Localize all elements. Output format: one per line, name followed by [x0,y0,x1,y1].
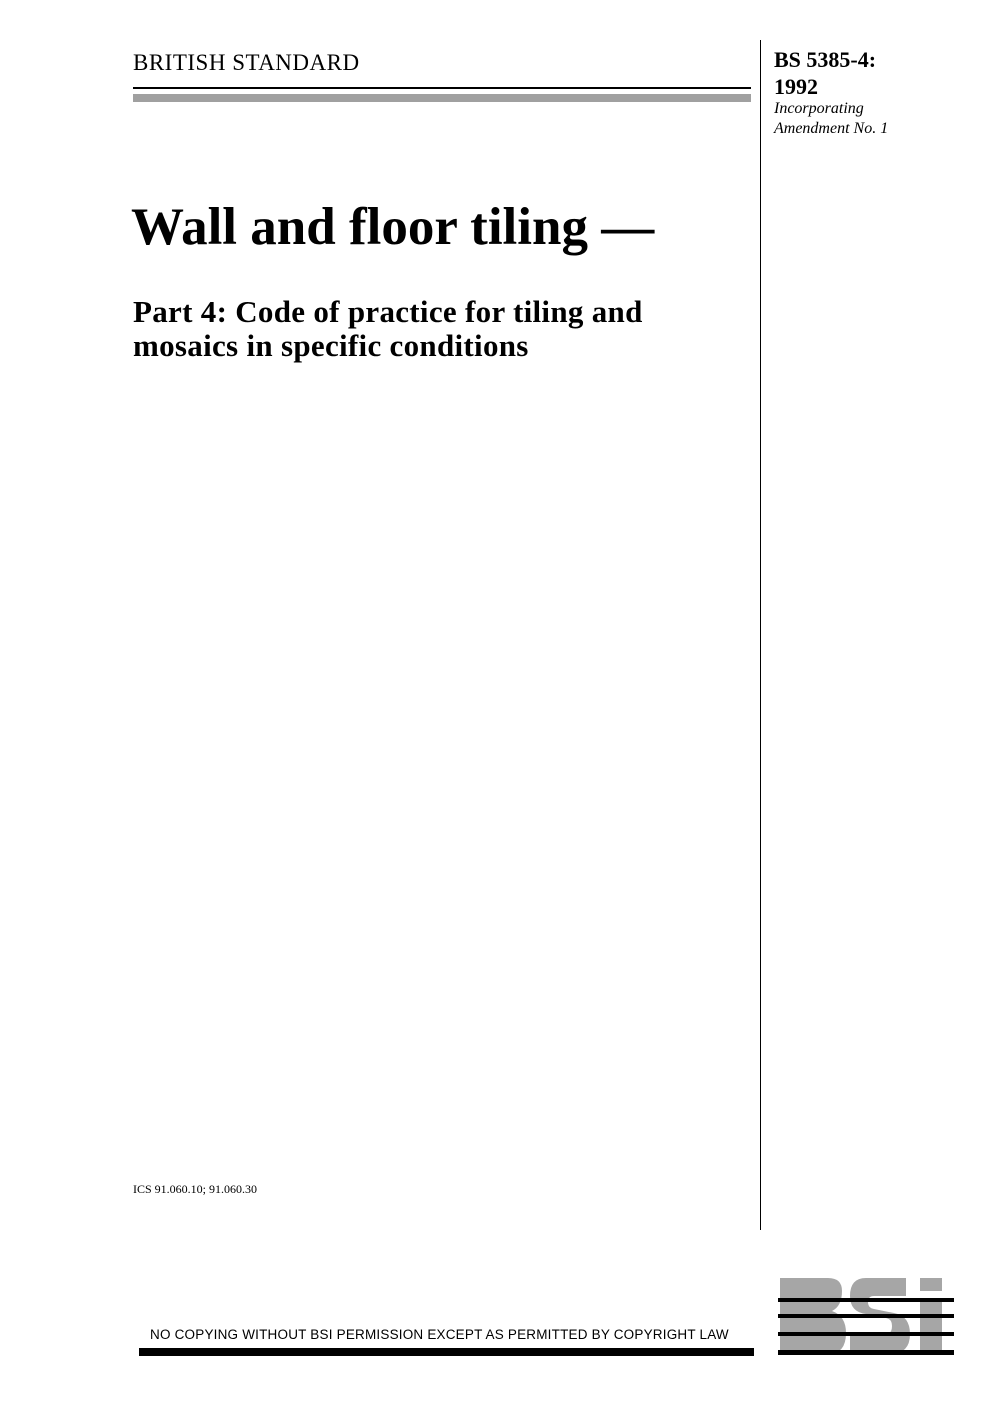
document-subtitle: Part 4: Code of practice for tiling and mosaics in specific conditions [133,294,643,363]
header-rule-gray [133,94,751,102]
ics-code: ICS 91.060.10; 91.060.30 [133,1182,258,1196]
bsi-logo [778,1276,954,1356]
standard-type-label: BRITISH STANDARD [133,50,360,75]
standard-number: BS 5385-4: 1992 [774,47,877,99]
copyright-notice: NO COPYING WITHOUT BSI PERMISSION EXCEPT AS PERMITTED BY COPYRIGHT LAW [150,1327,729,1342]
header-rule-thin [133,87,751,89]
document-title: Wall and floor tiling — [131,198,655,256]
column-divider [760,40,761,1230]
footer-rule [139,1348,754,1356]
amendment-note: Incorporating Amendment No. 1 [774,100,889,137]
